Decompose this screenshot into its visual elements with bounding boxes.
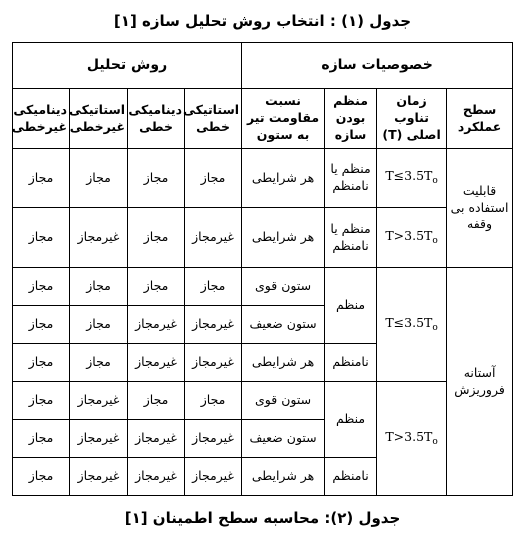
regularity-cell: منظم یا نامنظم bbox=[325, 149, 377, 208]
header-nonlinear-static: استاتیکی غیرخطی bbox=[70, 89, 128, 149]
header-performance-level: سطح عملکرد bbox=[447, 89, 513, 149]
linear-static-cell: غیرمجاز bbox=[185, 458, 242, 496]
ratio-cell: هر شرایطی bbox=[242, 344, 325, 382]
linear-static-cell: مجاز bbox=[185, 382, 242, 420]
nonlinear-dynamic-cell: مجاز bbox=[13, 268, 70, 306]
period-gt-text: T>3.5T bbox=[385, 227, 433, 243]
linear-dynamic-cell: مجاز bbox=[128, 268, 185, 306]
nonlinear-dynamic-cell: مجاز bbox=[13, 420, 70, 458]
nonlinear-static-cell: مجاز bbox=[70, 306, 128, 344]
ratio-cell: هر شرایطی bbox=[242, 458, 325, 496]
regularity-cell: نامنظم bbox=[325, 458, 377, 496]
header-nonlinear-dynamic: دینامیکی غیرخطی bbox=[13, 89, 70, 149]
period-gt-sub: o bbox=[432, 436, 438, 447]
nonlinear-dynamic-cell: مجاز bbox=[13, 208, 70, 268]
header-regularity: منظم بودن سازه bbox=[325, 89, 377, 149]
linear-dynamic-cell: غیرمجاز bbox=[128, 344, 185, 382]
linear-dynamic-cell: مجاز bbox=[128, 149, 185, 208]
table-row bbox=[13, 268, 513, 306]
period-cell bbox=[377, 382, 447, 496]
linear-dynamic-cell: غیرمجاز bbox=[128, 458, 185, 496]
nonlinear-dynamic-cell: مجاز bbox=[13, 458, 70, 496]
table-row bbox=[13, 208, 513, 268]
header-strength-ratio: نسبت مقاومت تیر به ستون bbox=[242, 89, 325, 149]
table-row bbox=[13, 382, 513, 420]
period-le-sub: o bbox=[432, 176, 438, 187]
linear-static-cell: مجاز bbox=[185, 149, 242, 208]
ratio-cell: هر شرایطی bbox=[242, 149, 325, 208]
header-linear-dynamic: دینامیکی خطی bbox=[128, 89, 185, 149]
linear-static-cell: مجاز bbox=[185, 268, 242, 306]
period-le-text: T≤3.5T bbox=[385, 168, 433, 184]
header-period: زمان تناوب اصلی (T) bbox=[377, 89, 447, 149]
nonlinear-static-cell: غیرمجاز bbox=[70, 458, 128, 496]
table-row bbox=[13, 149, 513, 208]
regularity-cell: نامنظم bbox=[325, 344, 377, 382]
header-analysis-method: روش تحلیل bbox=[13, 43, 242, 89]
nonlinear-static-cell: غیرمجاز bbox=[70, 208, 128, 268]
period-cell bbox=[377, 208, 447, 268]
linear-static-cell: غیرمجاز bbox=[185, 420, 242, 458]
header-structure-properties: خصوصیات سازه bbox=[242, 43, 513, 89]
ratio-cell: ستون قوی bbox=[242, 382, 325, 420]
linear-static-cell: غیرمجاز bbox=[185, 344, 242, 382]
ratio-cell: هر شرایطی bbox=[242, 208, 325, 268]
nonlinear-dynamic-cell: مجاز bbox=[13, 149, 70, 208]
nonlinear-static-cell: غیرمجاز bbox=[70, 382, 128, 420]
period-le-text: T≤3.5T bbox=[385, 314, 433, 330]
period-gt-sub: o bbox=[432, 235, 438, 246]
period-cell bbox=[377, 268, 447, 382]
linear-dynamic-cell: غیرمجاز bbox=[128, 306, 185, 344]
regularity-cell: منظم bbox=[325, 268, 377, 344]
analysis-method-table bbox=[12, 42, 513, 496]
nonlinear-static-cell: مجاز bbox=[70, 149, 128, 208]
linear-dynamic-cell: مجاز bbox=[128, 208, 185, 268]
regularity-cell: منظم bbox=[325, 382, 377, 458]
period-gt-text: T>3.5T bbox=[385, 428, 433, 444]
nonlinear-dynamic-cell: مجاز bbox=[13, 306, 70, 344]
ratio-cell: ستون ضعیف bbox=[242, 306, 325, 344]
period-cell bbox=[377, 149, 447, 208]
nonlinear-dynamic-cell: مجاز bbox=[13, 382, 70, 420]
header-linear-static: استاتیکی خطی bbox=[185, 89, 242, 149]
linear-static-cell: غیرمجاز bbox=[185, 208, 242, 268]
nonlinear-dynamic-cell: مجاز bbox=[13, 344, 70, 382]
table-caption-top: جدول (۱) : انتخاب روش تحلیل سازه [۱] bbox=[113, 12, 412, 30]
ratio-cell: ستون قوی bbox=[242, 268, 325, 306]
linear-dynamic-cell: غیرمجاز bbox=[128, 420, 185, 458]
level-collapse-threshold: آستانه فروریزش bbox=[447, 268, 513, 496]
nonlinear-static-cell: مجاز bbox=[70, 268, 128, 306]
regularity-cell: منظم یا نامنظم bbox=[325, 208, 377, 268]
table-caption-bottom: جدول (۲): محاسبه سطح اطمینان [۱] bbox=[124, 509, 401, 527]
linear-static-cell: غیرمجاز bbox=[185, 306, 242, 344]
level-immediate-occupancy: قابلیت استفاده بی وقفه bbox=[447, 149, 513, 268]
nonlinear-static-cell: غیرمجاز bbox=[70, 420, 128, 458]
linear-dynamic-cell: مجاز bbox=[128, 382, 185, 420]
period-le-sub: o bbox=[432, 322, 438, 333]
nonlinear-static-cell: مجاز bbox=[70, 344, 128, 382]
ratio-cell: ستون ضعیف bbox=[242, 420, 325, 458]
